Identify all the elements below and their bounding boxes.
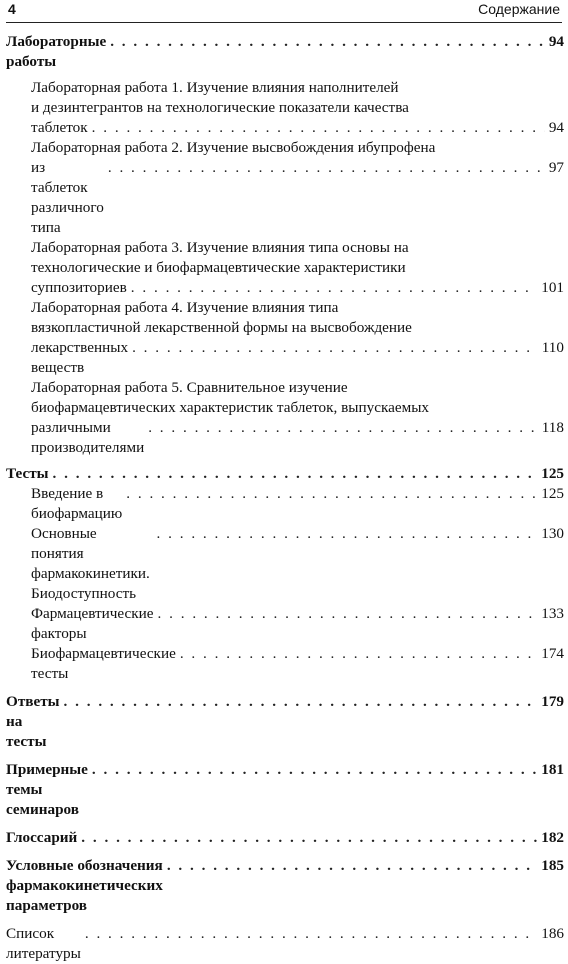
toc-entry-line: из таблеток различного типа <box>31 159 104 236</box>
toc-entry-lab1[interactable] <box>6 78 564 138</box>
dot-leader <box>167 856 537 876</box>
toc-entry-lab5[interactable] <box>6 378 564 458</box>
dot-leader <box>64 692 538 712</box>
toc-entry-line: Лабораторная работа 3. Изучение влияния типа основы на <box>31 239 409 256</box>
toc-entry-tests-pharmacokinetics[interactable] <box>6 524 564 604</box>
toc-entry-title: Биофармацевтические тесты <box>31 645 176 682</box>
page-header <box>6 0 562 23</box>
toc-entry-title: Условные обозначения фармакокинетических параметров <box>6 857 163 914</box>
toc-entry-title: Основные понятия фармакокинетики. Биодоступность <box>31 525 150 602</box>
toc-entry-tests-factors[interactable] <box>6 604 564 644</box>
toc-entry-page: 185 <box>541 857 564 874</box>
toc-entry-lab3[interactable] <box>6 238 564 298</box>
toc-entry-symbols[interactable] <box>6 856 564 916</box>
toc-entry-title: Тесты <box>6 465 49 482</box>
toc-entry-line: Лабораторная работа 2. Изучение высвобождения ибупрофена <box>31 139 436 156</box>
toc-entry-page: 97 <box>548 159 564 176</box>
dot-leader <box>92 118 545 138</box>
toc-entry-title: Примерные темы семинаров <box>6 761 88 818</box>
dot-leader <box>126 484 537 504</box>
dot-leader <box>158 604 538 624</box>
toc-entry-answers[interactable] <box>6 692 564 752</box>
dot-leader <box>108 158 545 178</box>
toc-entry-page: 110 <box>541 339 564 356</box>
toc-entry-title: Введение в биофармацию <box>31 485 123 522</box>
toc-entry-title: Глоссарий <box>6 829 78 846</box>
toc-entry-page: 186 <box>541 925 564 942</box>
dot-leader <box>81 828 537 848</box>
dot-leader <box>148 418 538 438</box>
toc-entry-title: Лабораторные работы <box>6 33 107 70</box>
toc-entry-title: Ответы на тесты <box>6 693 60 750</box>
toc-entry-line: Лабораторная работа 4. Изучение влияния типа <box>31 299 339 316</box>
toc-entry-page: 125 <box>541 485 564 502</box>
toc-entry-line: лекарственных веществ <box>31 339 129 376</box>
toc-entry-page: 182 <box>541 829 564 846</box>
toc-entry-page: 94 <box>548 119 564 136</box>
toc-entry-seminars[interactable] <box>6 760 564 820</box>
toc-entry-page: 101 <box>541 279 564 296</box>
toc-entry-page: 133 <box>541 605 564 622</box>
toc-entry-line: Лабораторная работа 1. Изучение влияния наполнителей <box>31 79 399 96</box>
running-head: Содержание <box>478 1 560 17</box>
toc-entry-title: Фармацевтические факторы <box>31 605 154 642</box>
toc-entry-line: технологические и биофармацевтические характеристики <box>31 259 406 276</box>
page-number: 4 <box>8 1 16 17</box>
table-of-contents <box>6 32 564 964</box>
dot-leader <box>92 760 537 780</box>
dot-leader <box>110 32 545 52</box>
toc-entry-line: суппозиториев <box>31 279 127 296</box>
toc-entry-tests-intro[interactable] <box>6 484 564 524</box>
toc-entry-line: таблеток <box>31 119 88 136</box>
dot-leader <box>53 464 538 484</box>
toc-entry-page: 181 <box>541 761 564 778</box>
toc-entry-lab2[interactable] <box>6 138 564 238</box>
toc-entry-glossary[interactable] <box>6 828 564 848</box>
toc-entry-line: вязкопластичной лекарственной формы на высвобождение <box>31 319 412 336</box>
toc-entry-tests[interactable] <box>6 464 564 484</box>
toc-entry-page: 179 <box>541 693 564 710</box>
toc-entry-page: 125 <box>541 465 564 482</box>
dot-leader <box>132 338 538 358</box>
toc-entry-literature[interactable] <box>6 924 564 964</box>
toc-entry-line: и дезинтегрантов на технологические показатели качества <box>31 99 409 116</box>
toc-entry-line: различными производителями <box>31 419 145 456</box>
dot-leader <box>131 278 537 298</box>
dot-leader <box>85 924 537 944</box>
toc-entry-page: 174 <box>541 645 564 662</box>
toc-entry-line: биофармацевтических характеристик таблеток, выпускаемых <box>31 399 430 416</box>
toc-entry-page: 94 <box>548 33 564 50</box>
toc-entry-lab4[interactable] <box>6 298 564 378</box>
toc-entry-line: Лабораторная работа 5. Сравнительное изучение <box>31 379 348 396</box>
toc-entry-page: 118 <box>541 419 564 436</box>
toc-entry-tests-biopharm[interactable] <box>6 644 564 684</box>
dot-leader <box>180 644 537 664</box>
toc-entry-page: 130 <box>541 525 564 542</box>
dot-leader <box>157 524 538 544</box>
toc-entry-title: Список литературы <box>6 925 81 962</box>
toc-entry-lab-works[interactable] <box>6 32 564 72</box>
